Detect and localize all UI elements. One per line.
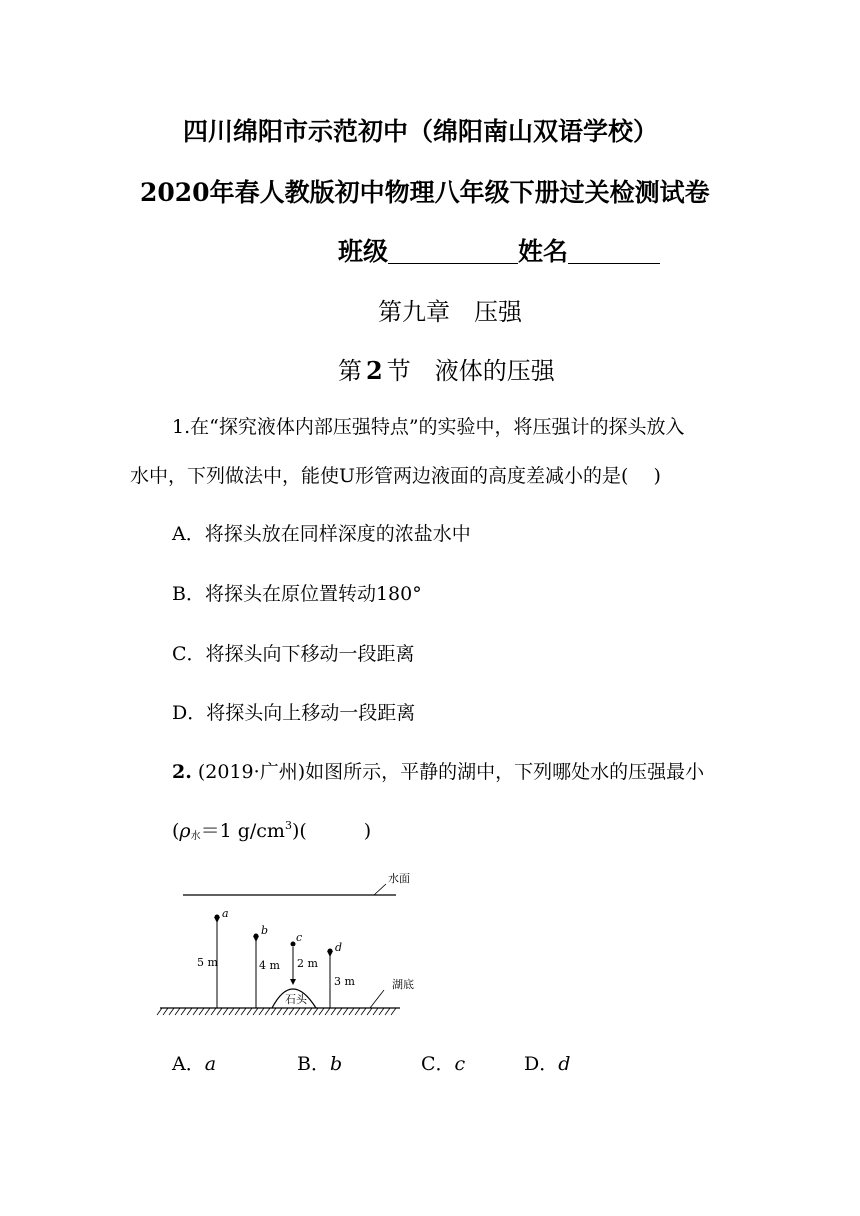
water-label: 水面 (388, 872, 410, 885)
q2-stem-line2: ($\rho_水=1$ $g/cm^3$)( ) (172, 819, 372, 842)
hatch-stroke (271, 1008, 276, 1015)
hatch-stroke (253, 1008, 258, 1015)
hatch-stroke (331, 1008, 336, 1015)
name-blank (568, 241, 660, 264)
q2-option-c: C．c (421, 1053, 466, 1075)
q2-number: 2. (172, 761, 192, 783)
q1-option-a: A．将探头放在同样深度的浓盐水中 (172, 523, 471, 545)
q1-option-c: C．将探头向下移动一段距离 (172, 643, 415, 665)
chapter-heading: 第九章 压强 (378, 298, 522, 326)
hatch-stroke (181, 1008, 186, 1015)
section-heading: 第 2 节 液体的压强 (338, 356, 555, 385)
lake-pressure-figure (150, 862, 440, 1022)
point-d (328, 949, 333, 954)
point-b (254, 934, 259, 939)
student-info-line (338, 232, 660, 268)
hatch-stroke (391, 1008, 396, 1015)
hatch-stroke (307, 1008, 312, 1015)
bottom-label: 湖底 (392, 978, 414, 991)
hatch-stroke (385, 1008, 390, 1015)
hatch-stroke (235, 1008, 240, 1015)
hatch-stroke (205, 1008, 210, 1015)
hatch-stroke (301, 1008, 306, 1015)
hatch-stroke (265, 1008, 270, 1015)
bottom-leader-line (370, 990, 384, 1008)
hatch-stroke (337, 1008, 342, 1015)
q2-stem-line1: 2. (2019·广州)如图所示，平静的湖中，下列哪处水的压强最小 (172, 761, 705, 783)
rho-symbol: ρ (179, 820, 191, 842)
point-c-label: c (296, 931, 303, 944)
hatch-stroke (241, 1008, 246, 1015)
hatch-stroke (367, 1008, 372, 1015)
hatch-stroke (319, 1008, 324, 1015)
q1-stem-line2: 水中，下列做法中，能使U形管两边液面的高度差减小的是( ) (130, 465, 661, 487)
exponent: 3 (284, 819, 292, 832)
hatch-stroke (217, 1008, 222, 1015)
depth-c-label: 2 m (297, 957, 318, 970)
point-c (291, 942, 296, 947)
q2-option-b: B．b (297, 1053, 343, 1075)
depth-b-label: 4 m (259, 959, 280, 972)
hatch-stroke (247, 1008, 252, 1015)
q1-option-d: D．将探头向上移动一段距离 (172, 702, 416, 724)
hatch-stroke (169, 1008, 174, 1015)
hatch-stroke (199, 1008, 204, 1015)
school-title: 四川绵阳市示范初中（绵阳南山双语学校） (183, 117, 659, 146)
depth-d-label: 3 m (334, 975, 355, 988)
hatch-stroke (157, 1008, 162, 1015)
depth-a-label: 5 m (197, 956, 218, 969)
hatch-stroke (283, 1008, 288, 1015)
hatch-stroke (295, 1008, 300, 1015)
hatch-stroke (313, 1008, 318, 1015)
hatch-stroke (211, 1008, 216, 1015)
q2-option-a: A．a (172, 1053, 217, 1075)
hatch-stroke (325, 1008, 330, 1015)
hatch-stroke (289, 1008, 294, 1015)
hatch-stroke (349, 1008, 354, 1015)
rho-subscript: 水 (190, 831, 201, 842)
stone-label: 石头 (285, 993, 307, 1006)
q1-stem-line1: 1.在“探究液体内部压强特点”的实验中，将压强计的探头放入 (172, 416, 685, 438)
hatch-stroke (373, 1008, 378, 1015)
hatch-stroke (223, 1008, 228, 1015)
point-a (215, 915, 220, 920)
hatch-stroke (277, 1008, 282, 1015)
hatch-stroke (355, 1008, 360, 1015)
hatch-stroke (193, 1008, 198, 1015)
section-number: 2 (366, 356, 383, 385)
hatch-stroke (379, 1008, 384, 1015)
q2-option-d: D．d (524, 1053, 571, 1075)
point-a-label: a (222, 907, 229, 920)
hatch-stroke (163, 1008, 168, 1015)
hatch-stroke (259, 1008, 264, 1015)
hatch-stroke (361, 1008, 366, 1015)
bottom-hatching (157, 1008, 396, 1015)
point-b-label: b (261, 924, 269, 937)
hatch-stroke (343, 1008, 348, 1015)
hatch-stroke (175, 1008, 180, 1015)
class-label: 班级 (338, 237, 389, 266)
class-blank (388, 241, 518, 264)
name-label: 姓名 (518, 237, 569, 266)
water-leader-line (374, 884, 386, 895)
hatch-stroke (187, 1008, 192, 1015)
exam-title: 2020年春人教版初中物理八年级下册过关检测试卷 (140, 178, 710, 207)
point-d-label: d (335, 941, 343, 954)
hatch-stroke (229, 1008, 234, 1015)
q1-option-b: B．将探头在原位置转动180° (172, 583, 422, 605)
